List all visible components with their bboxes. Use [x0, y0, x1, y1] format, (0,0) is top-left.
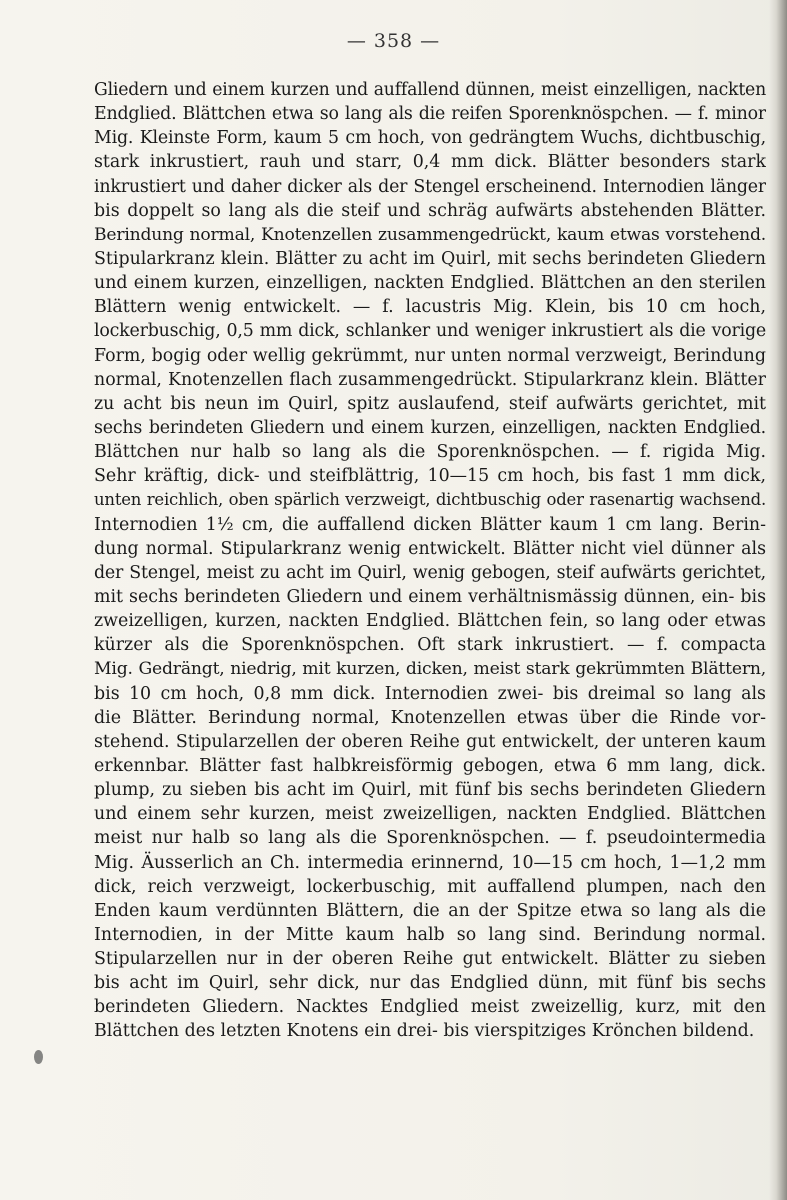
page-edge-shadow: [769, 0, 787, 1200]
text-line: stehend. Stipularzellen der oberen Reihe gut entwickelt, der unteren kaum: [94, 731, 766, 752]
text-line: dung normal. Stipularkranz wenig entwickelt. Blätter nicht viel dünner als: [94, 538, 766, 559]
text-line: Gliedern und einem kurzen und auffallend dünnen, meist einzelligen, nackten: [94, 80, 766, 100]
text-line: Enden kaum verdünnten Blättern, die an der Spitze etwa so lang als die: [94, 900, 766, 921]
text-line: dick, reich verzweigt, lockerbuschig, mit auffallend plumpen, nach den: [94, 876, 766, 897]
text-line: kürzer als die Sporenknöspchen. Oft stark inkrustiert. — f. compacta: [94, 635, 766, 656]
text-line: bis 10 cm hoch, 0,8 mm dick. Internodien zwei- bis dreimal so lang als: [94, 683, 766, 704]
text-line: die Blätter. Berindung normal, Knotenzellen etwas über die Rinde vor-: [94, 707, 766, 728]
text-line: berindeten Gliedern. Nacktes Endglied meist zweizellig, kurz, mit den: [94, 997, 766, 1018]
text-line: Mig. Äusserlich an Ch. intermedia erinnernd, 10—15 cm hoch, 1—1,2 mm: [94, 852, 766, 873]
text-line: der Stengel, meist zu acht im Quirl, wenig gebogen, steif aufwärts gerichtet,: [94, 562, 766, 583]
text-line: stark inkrustiert, rauh und starr, 0,4 mm dick. Blätter besonders stark: [94, 152, 766, 173]
text-line: Berindung normal, Knotenzellen zusammengedrückt, kaum etwas vorstehend.: [94, 224, 766, 245]
text-line: und einem kurzen, einzelligen, nackten Endglied. Blättchen an den sterilen: [94, 273, 766, 294]
body-text: [94, 78, 766, 1044]
text-line: unten reichlich, oben spärlich verzweigt, dichtbuschig oder rasenartig wachsend.: [94, 490, 766, 510]
text-line: meist nur halb so lang als die Sporenknöspchen. — f. pseudointermedia: [94, 828, 766, 849]
text-line: zu acht bis neun im Quirl, spitz auslaufend, steif aufwärts gerichtet, mit: [94, 393, 766, 414]
text-line: lockerbuschig, 0,5 mm dick, schlanker und weniger inkrustiert als die vorige: [94, 321, 766, 342]
text-line: Internodien 1½ cm, die auffallend dicken Blätter kaum 1 cm lang. Berin-: [94, 514, 766, 535]
text-line: zweizelligen, kurzen, nackten Endglied. Blättchen fein, so lang oder etwas: [94, 611, 766, 632]
text-line: Blättern wenig entwickelt. — f. lacustris Mig. Klein, bis 10 cm hoch,: [94, 297, 766, 318]
page-number: — 358 —: [346, 30, 441, 52]
text-line: normal, Knotenzellen flach zusammengedrückt. Stipularkranz klein. Blätter: [94, 369, 766, 390]
text-line: sechs berindeten Gliedern und einem kurzen, einzelligen, nackten Endglied.: [94, 417, 766, 438]
text-line: und einem sehr kurzen, meist zweizelligen, nackten Endglied. Blättchen: [94, 804, 766, 825]
text-line: bis doppelt so lang als die steif und schräg aufwärts abstehenden Blätter.: [94, 200, 766, 221]
ink-smudge: [34, 1050, 43, 1064]
text-line: Form, bogig oder wellig gekrümmt, nur unten normal verzweigt, Berindung: [94, 345, 766, 366]
text-line: Mig. Kleinste Form, kaum 5 cm hoch, von gedrängtem Wuchs, dichtbuschig,: [94, 128, 766, 149]
text-line: Blättchen des letzten Knotens ein drei- bis vierspitziges Krönchen bildend.: [94, 1021, 755, 1042]
text-line: Stipularzellen nur in der oberen Reihe gut entwickelt. Blätter zu sieben: [94, 949, 766, 970]
text-line: Stipularkranz klein. Blätter zu acht im Quirl, mit sechs berindeten Gliedern: [94, 248, 766, 269]
text-line: plump, zu sieben bis acht im Quirl, mit fünf bis sechs berindeten Gliedern: [94, 780, 766, 801]
text-line: inkrustiert und daher dicker als der Stengel erscheinend. Internodien länger: [94, 176, 766, 197]
text-line: bis acht im Quirl, sehr dick, nur das Endglied dünn, mit fünf bis sechs: [94, 973, 766, 994]
text-line: mit sechs berindeten Gliedern und einem verhältnismässig dünnen, ein- bis: [94, 586, 766, 607]
text-line: erkennbar. Blätter fast halbkreisförmig gebogen, etwa 6 mm lang, dick.: [94, 755, 766, 776]
text-line: Blättchen nur halb so lang als die Sporenknöspchen. — f. rigida Mig.: [94, 442, 766, 463]
text-line: Sehr kräftig, dick- und steifblättrig, 10—15 cm hoch, bis fast 1 mm dick,: [94, 466, 766, 487]
text-line: Mig. Gedrängt, niedrig, mit kurzen, dicken, meist stark gekrümmten Blättern,: [94, 659, 766, 680]
text-line: Internodien, in der Mitte kaum halb so lang sind. Berindung normal.: [94, 924, 766, 945]
text-line: Endglied. Blättchen etwa so lang als die reifen Sporenknöspchen. — f. minor: [94, 104, 766, 125]
